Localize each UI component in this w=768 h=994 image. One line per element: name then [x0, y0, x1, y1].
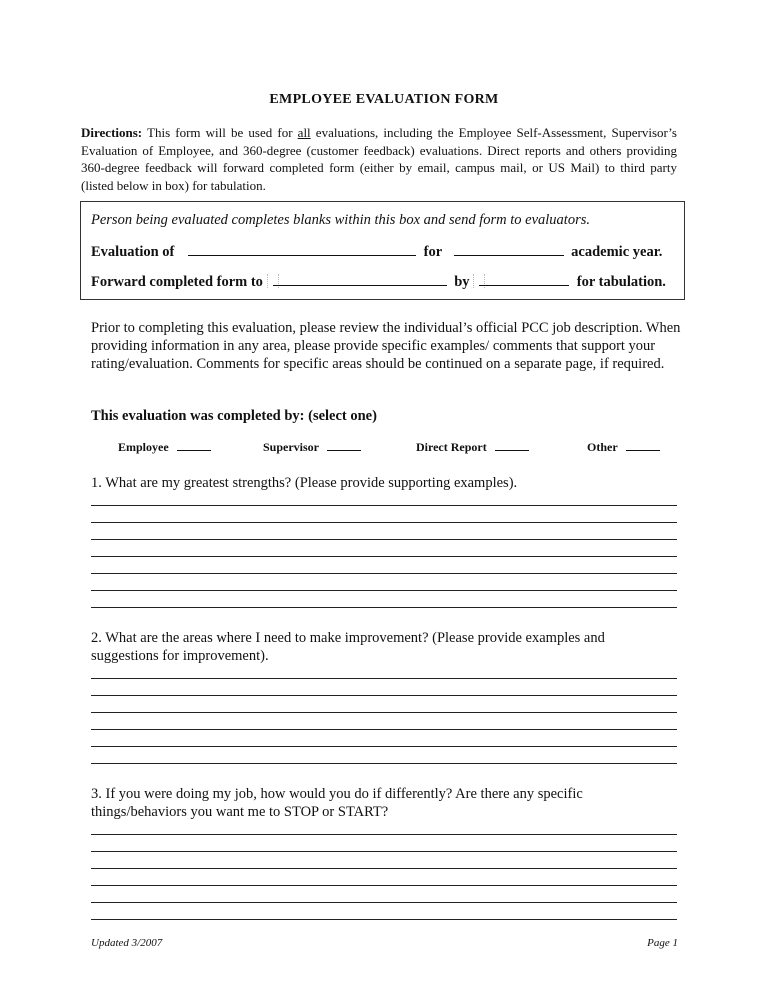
answer-line[interactable]: [91, 919, 677, 920]
option-supervisor[interactable]: [263, 438, 365, 455]
option-other-label: Other: [587, 440, 618, 454]
form-title: EMPLOYEE EVALUATION FORM: [269, 92, 499, 107]
answer-line[interactable]: [91, 712, 677, 713]
answer-line[interactable]: [91, 522, 677, 523]
box-intro: Person being evaluated completes blanks within this box and send form to evaluators.: [91, 212, 590, 228]
answer-line[interactable]: [91, 763, 677, 764]
question-2: 2. What are the areas where I need to make improvement? (Please provide examples and suggestions for improvement).: [91, 630, 605, 664]
forward-to-field[interactable]: [273, 273, 447, 286]
answer-line[interactable]: [91, 590, 677, 591]
option-other[interactable]: [587, 438, 664, 455]
academic-year-field[interactable]: [454, 243, 564, 256]
for-label: for: [423, 244, 442, 260]
directions-label: Directions:: [81, 125, 143, 140]
answer-line[interactable]: [91, 539, 677, 540]
answer-line[interactable]: [91, 573, 677, 574]
academic-year-label: academic year.: [571, 244, 663, 260]
question-1: 1. What are my greatest strengths? (Please provide supporting examples).: [91, 475, 518, 491]
option-employee[interactable]: [118, 438, 215, 455]
answer-line[interactable]: [91, 746, 677, 747]
question-3: 3. If you were doing my job, how would you do if differently? Are there any specific things/behaviors you want me to STOP or START?: [91, 786, 583, 820]
directions-paragraph: [81, 124, 677, 194]
directions-text-after: evaluations, including the Employee Self-Assessment, Supervisor’s Evaluation of Employee, and 360-degree (customer feedback) evaluations. Direct reports and others providing 360-degree feedback will forward completed form (either by email, campus mail, or US Mail) to third party (listed below in box) for tabulation.: [81, 125, 677, 193]
answer-line[interactable]: [91, 505, 677, 506]
answer-line[interactable]: [91, 834, 677, 835]
forward-to-label: Forward completed form to: [91, 274, 263, 290]
forward-to-row: [91, 273, 666, 291]
option-supervisor-blank[interactable]: [327, 438, 361, 451]
answer-line[interactable]: [91, 851, 677, 852]
evaluee-name-field[interactable]: [188, 243, 416, 256]
option-direct-report-blank[interactable]: [495, 438, 529, 451]
prior-instructions: Prior to completing this evaluation, please review the individual’s official PCC job description. When providing information in any area, please provide specific examples/ comments that support your rating/evaluation. Comments for specific areas should be continued on a separate page, if required.: [91, 320, 681, 372]
due-date-field[interactable]: [479, 273, 569, 286]
answer-line[interactable]: [91, 607, 677, 608]
footer-page-number: Page 1: [647, 937, 678, 949]
option-supervisor-label: Supervisor: [263, 440, 320, 454]
option-employee-blank[interactable]: [177, 438, 211, 451]
completed-by-heading: This evaluation was completed by: (select one): [91, 408, 377, 424]
answer-line[interactable]: [91, 678, 677, 679]
by-label: by: [454, 274, 470, 290]
option-direct-report-label: Direct Report: [416, 440, 487, 454]
answer-line[interactable]: [91, 902, 677, 903]
directions-emphasis: all: [297, 125, 311, 140]
directions-text-before: This form will be used for: [142, 125, 298, 140]
answer-line[interactable]: [91, 695, 677, 696]
option-direct-report[interactable]: [416, 438, 533, 455]
tabulation-label: for tabulation.: [576, 274, 666, 290]
answer-line[interactable]: [91, 556, 677, 557]
footer-updated: Updated 3/2007: [91, 937, 163, 949]
answer-line[interactable]: [91, 868, 677, 869]
evaluation-of-label: Evaluation of: [91, 244, 175, 260]
answer-line[interactable]: [91, 885, 677, 886]
option-other-blank[interactable]: [626, 438, 660, 451]
answer-line[interactable]: [91, 729, 677, 730]
option-employee-label: Employee: [118, 440, 169, 454]
evaluation-of-row: [91, 243, 662, 261]
